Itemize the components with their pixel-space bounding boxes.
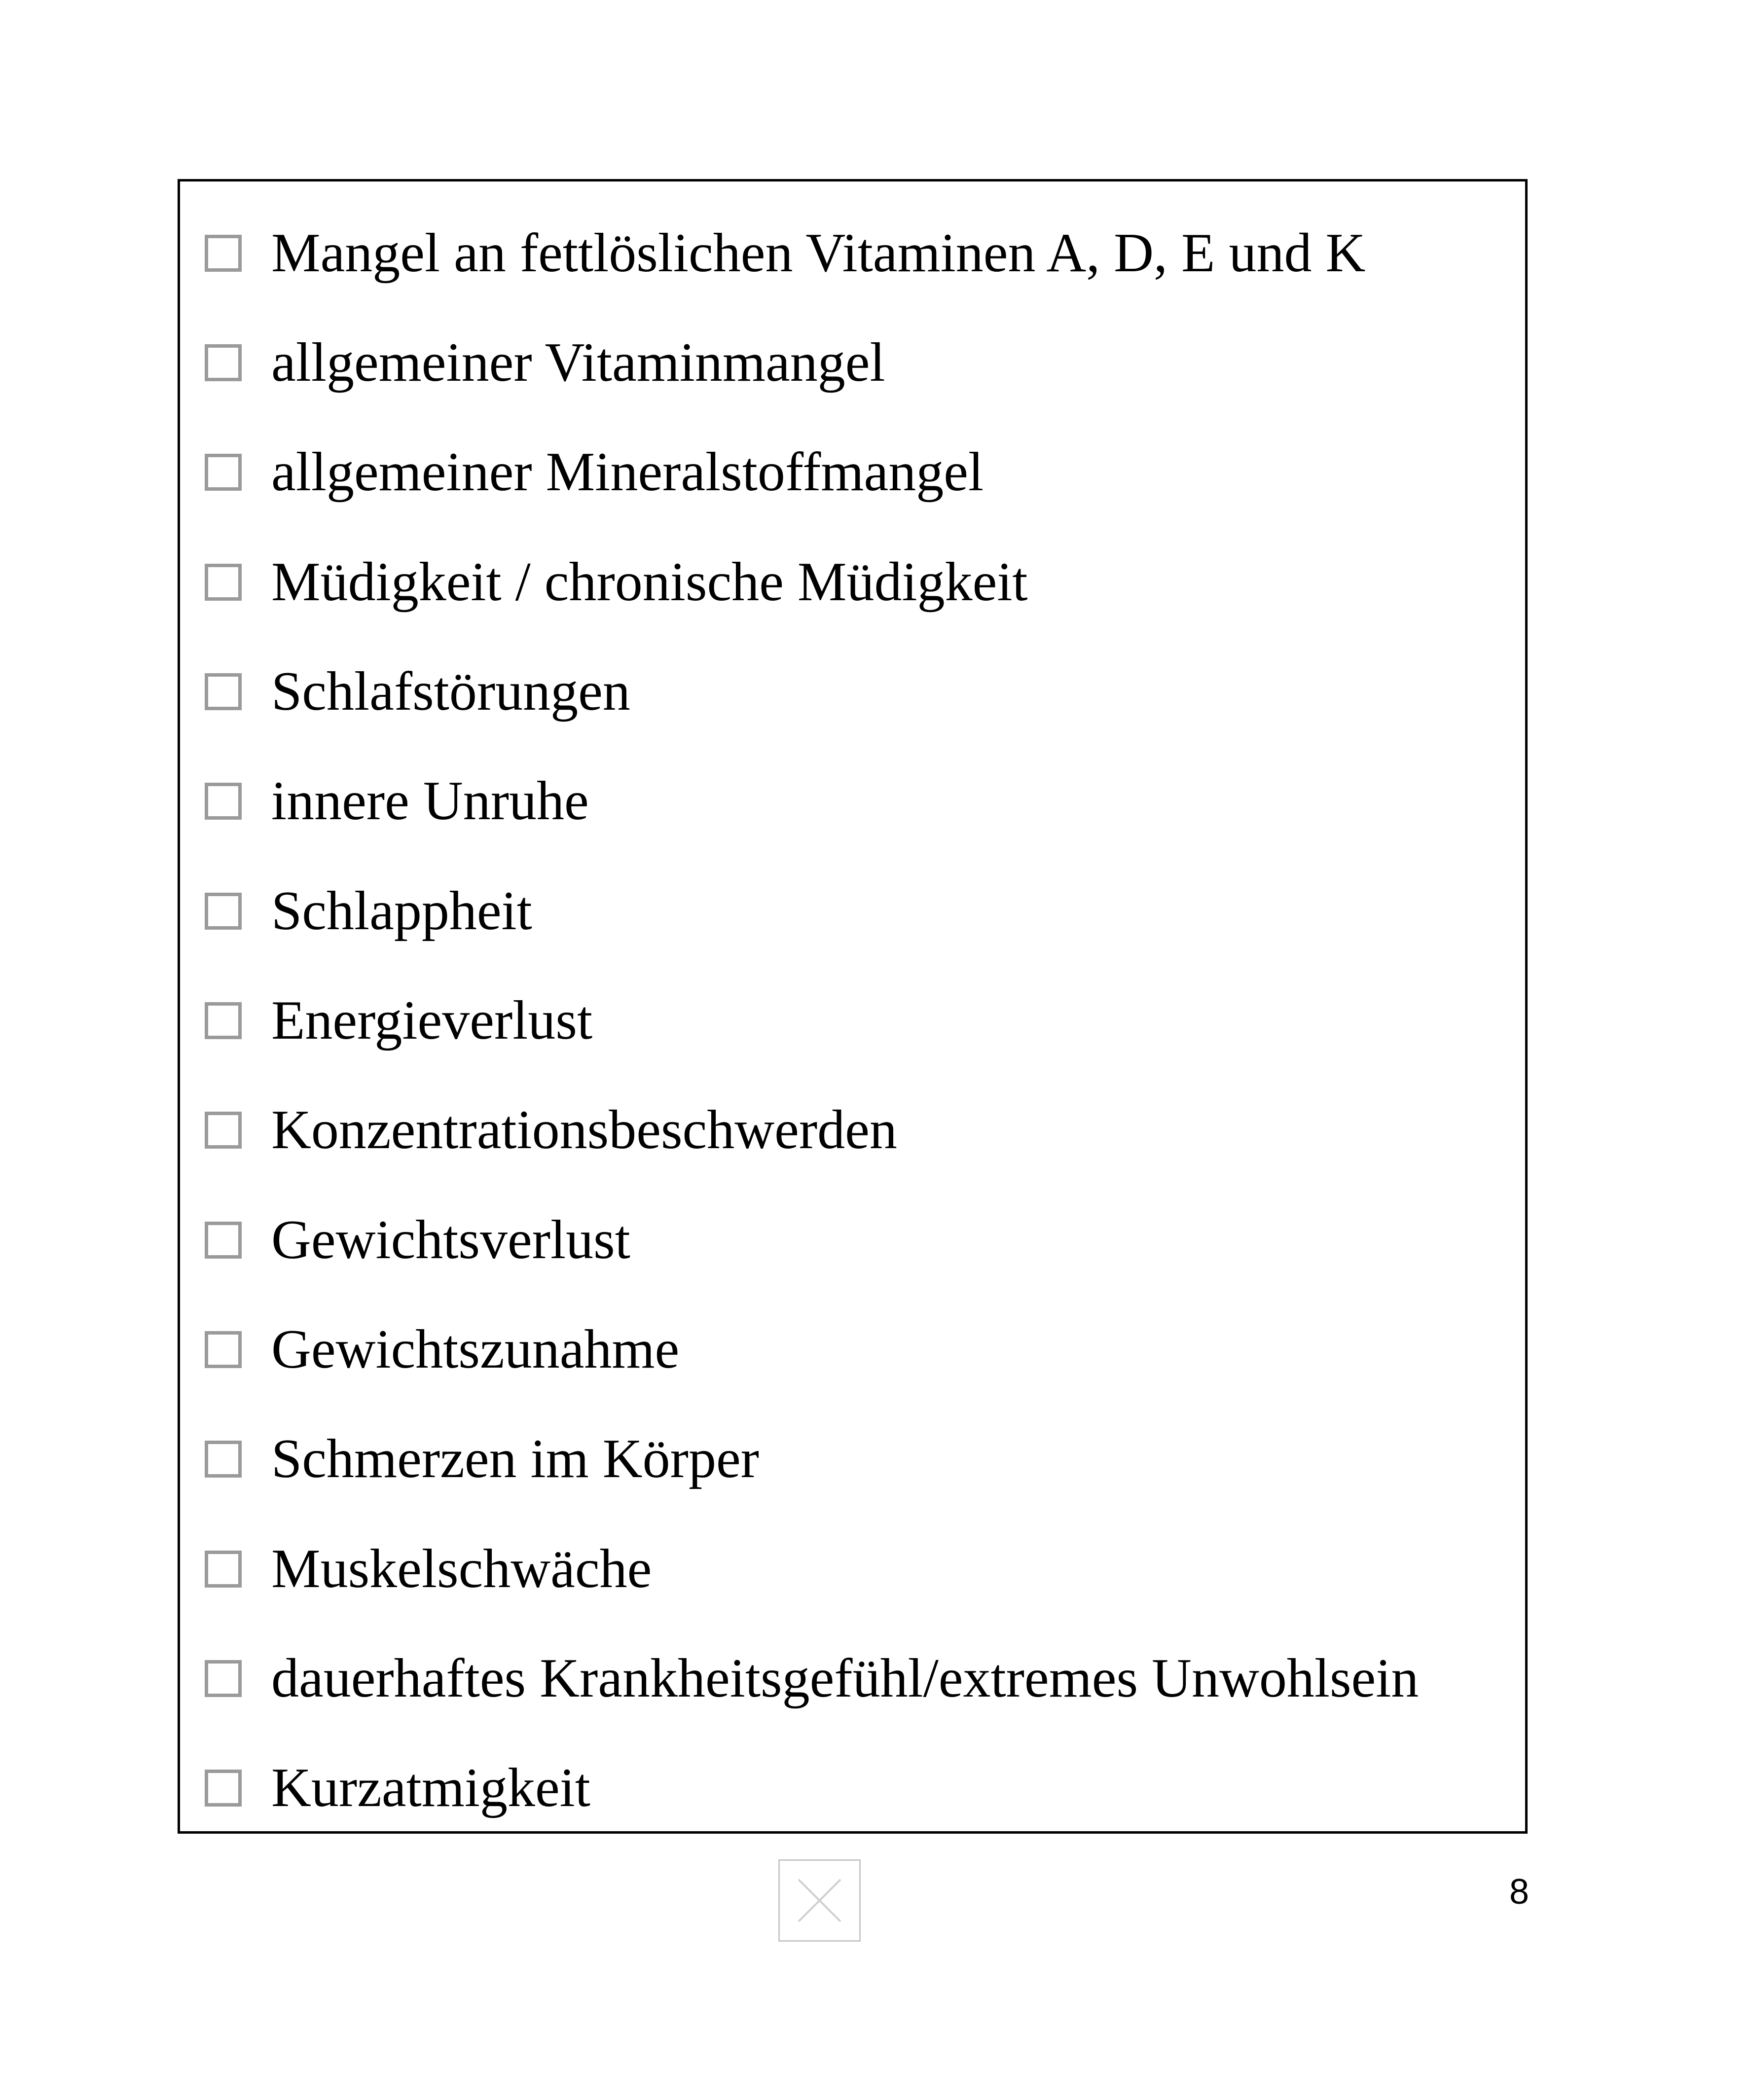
- checklist-item-sleep-disorders[interactable]: [205, 642, 630, 741]
- checklist-item-label: Gewichtsverlust: [271, 1209, 630, 1270]
- checklist-item-weight-gain[interactable]: [205, 1300, 679, 1399]
- checkbox[interactable]: [205, 344, 242, 381]
- symptom-checklist-box: [178, 179, 1528, 1834]
- checklist-item-fat-soluble-vitamins[interactable]: [205, 204, 1365, 302]
- checkbox[interactable]: [205, 783, 242, 820]
- checkbox[interactable]: [205, 564, 242, 601]
- checklist-item-label: Schmerzen im Körper: [271, 1428, 759, 1489]
- checklist-item-label: innere Unruhe: [271, 770, 589, 832]
- checkbox[interactable]: [205, 1551, 242, 1588]
- checkbox[interactable]: [205, 235, 242, 272]
- checklist-item-label: Kurzatmigkeit: [271, 1757, 590, 1818]
- checklist-item-malaise[interactable]: [205, 1629, 1419, 1728]
- checkbox[interactable]: [205, 893, 242, 930]
- checklist-item-muscle-weakness[interactable]: [205, 1520, 652, 1618]
- checklist-item-body-pain[interactable]: [205, 1410, 759, 1508]
- checklist-item-mineral-deficiency[interactable]: [205, 423, 984, 521]
- checklist-item-label: Müdigkeit / chronische Müdigkeit: [271, 551, 1028, 613]
- checklist-item-label: allgemeiner Vitaminmangel: [271, 332, 885, 393]
- checkbox[interactable]: [205, 454, 242, 491]
- checklist-item-concentration[interactable]: [205, 1081, 897, 1179]
- checkbox[interactable]: [205, 1441, 242, 1478]
- checklist-item-label: dauerhaftes Krankheitsgefühl/extremes Unwohlsein: [271, 1648, 1419, 1709]
- checklist-item-label: Schlappheit: [271, 880, 532, 941]
- checklist-item-restlessness[interactable]: [205, 752, 589, 850]
- checkbox[interactable]: [205, 1112, 242, 1149]
- checklist-item-energy-loss[interactable]: [205, 971, 592, 1070]
- checklist-item-label: Schlafstörungen: [271, 661, 630, 722]
- checklist-item-label: Mangel an fettlöslichen Vitaminen A, D, E und K: [271, 222, 1366, 284]
- checkbox[interactable]: [205, 1770, 242, 1807]
- checklist-item-label: Gewichtszunahme: [271, 1319, 680, 1380]
- checkbox[interactable]: [205, 1002, 242, 1039]
- checklist-item-label: Konzentrationsbeschwerden: [271, 1099, 897, 1160]
- broken-image-cross-icon: [780, 1861, 859, 1940]
- checkbox[interactable]: [205, 1660, 242, 1697]
- checklist-item-listlessness[interactable]: [205, 862, 532, 960]
- checklist-item-shortness-of-breath[interactable]: [205, 1738, 590, 1837]
- checklist-item-vitamin-deficiency[interactable]: [205, 313, 885, 412]
- checklist-item-weight-loss[interactable]: [205, 1191, 630, 1289]
- checkbox[interactable]: [205, 1331, 242, 1368]
- checkbox[interactable]: [205, 673, 242, 710]
- image-placeholder-icon: [778, 1859, 861, 1942]
- checklist-item-label: Energieverlust: [271, 990, 593, 1051]
- checkbox[interactable]: [205, 1222, 242, 1259]
- checklist-item-label: allgemeiner Mineralstoffmangel: [271, 441, 984, 503]
- checklist-item-label: Muskelschwäche: [271, 1538, 652, 1599]
- checklist-item-fatigue[interactable]: [205, 533, 1028, 631]
- page-number: 8: [1509, 1872, 1530, 1912]
